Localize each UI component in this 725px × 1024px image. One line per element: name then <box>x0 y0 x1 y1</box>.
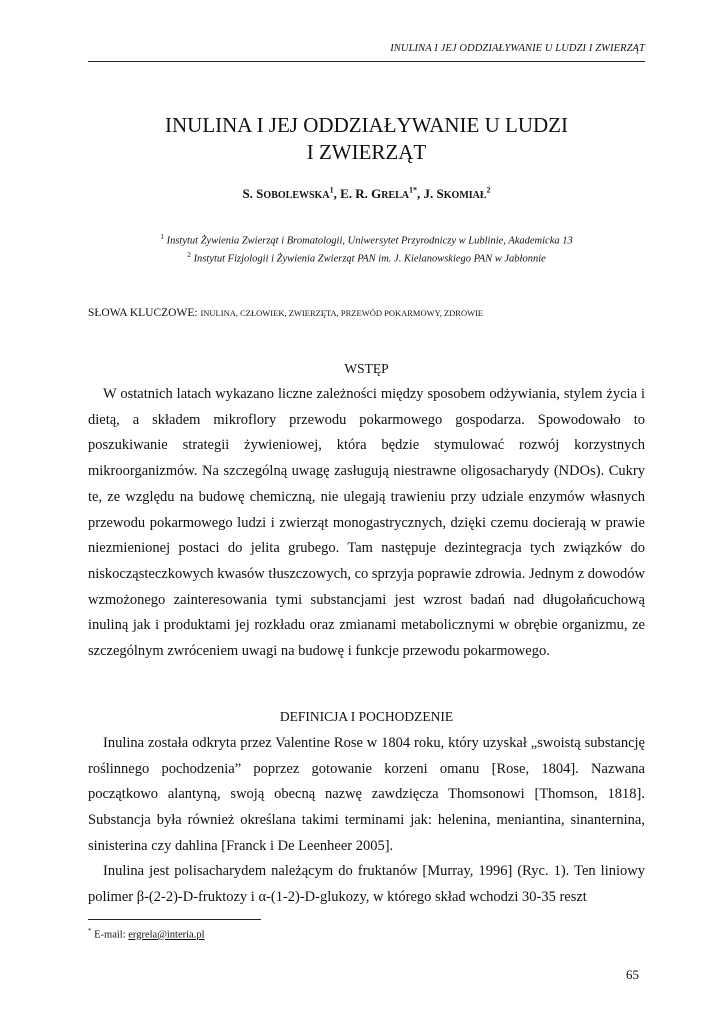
author-3: J. SKOMIAŁ$^2$ <box>423 186 491 202</box>
keywords <box>88 307 483 319</box>
paper-title <box>88 112 645 166</box>
section-heading-intro: WSTĘP <box>344 361 389 376</box>
page-number: 65 <box>626 967 639 982</box>
affiliation-1: $^1$ Instytut Żywienia Zwierząt i Bromatologii, Uniwersytet Przyrodniczy w Lublinie, Akademicka 13 <box>160 232 573 247</box>
paper-title-line-2: I ZWIERZĄT <box>306 140 427 164</box>
footnote-rule <box>88 919 261 920</box>
email-link[interactable]: ergrela@interia.pl <box>128 929 205 941</box>
paragraph-definition-1: Inulina została odkryta przez Valentine Rose w 1804 roku, który uzyskał „swoistą substancję roślinnego pochodzenia” poprzez gotowanie korzeni omanu [Rose, 1804]. Nazwana początkowo alantyną, swoją obecną nazwę zawdzięcza Thomsonowi [Thomson, 1818]. Substancja była również określana takimi terminami jak: helenina, meniantina, sinanternina, sinisterina czy dahlina [Franck i De Leenheer 2005]. <box>88 735 645 854</box>
running-header: INULINA I JEJ ODDZIAŁYWANIE U LUDZI I ZWIERZĄT <box>390 43 645 54</box>
paragraph-definition-2: Inulina jest polisacharydem należącym do fruktanów [Murray, 1996] (Ryc. 1). Ten liniowy polimer β-(2-2)-D-fruktozy i α-(1-2)-D-glukozy, w którego skład wchodzi 30-35 reszt <box>88 863 645 905</box>
paragraph-intro: W ostatnich latach wykazano liczne zależności między sposobem odżywiania, stylem życia i dietą, a składem mikroflory przewodu pokarmowego gospodarza. Spowodowało to poszukiwanie strategii żywieniowej, która będzie stymulować rozwój korzystnych mikroorganizmów. Na szczególną uwagę zasługują niestrawne oligosacharydy (NDOs). Cukry te, ze względu na budowę chemiczną, nie ulegają trawieniu przy udziale enzymów własnych przewodu pokarmowego ludzi i zwierząt monogastrycznych, dzięki czemu docierają w prawie niezmienionej postaci do jelita grubego. Tam następuje dezintegracja tych związków do niskocząsteczkowych kwasów tłuszczowych, co sprzyja poprawie zdrowia. Jednym z dowodów wzmożonego zainteresowania tymi substancjami jest wzrost badań nad długołańcuchową inuliną jak i produktami jej rozkładu oraz zmianami metabolicznymi w obrębie organizmu, ze szczególnym zwróceniem uwagi na budowę i funkcje przewodu pokarmowego. <box>88 386 645 660</box>
keywords-values: INULINA, CZŁOWIEK, ZWIERZĘTA, PRZEWÓD POKARMOWY, ZDROWIE <box>200 308 484 318</box>
author-1: S. SOBOLEWSKA$^1$, <box>242 186 341 202</box>
header-rule <box>88 61 645 62</box>
author-list <box>88 186 645 202</box>
footnote: * E-mail: ergrela@interia.pl <box>88 927 205 941</box>
author-2: E. R. $GRELA^{1*}$, <box>340 186 424 202</box>
paper-title-line-1: INULINA I JEJ ODDZIAŁYWANIE U LUDZI <box>165 113 568 137</box>
keywords-label: SŁOWA KLUCZOWE: <box>88 307 198 319</box>
affiliation-2: $^2$ Instytut Fizjologii i Żywienia Zwierząt PAN im. J. Kielanowskiego PAN w Jabłonnie <box>187 250 546 265</box>
section-heading-definition: DEFINICJA I POCHODZENIE <box>279 709 454 724</box>
